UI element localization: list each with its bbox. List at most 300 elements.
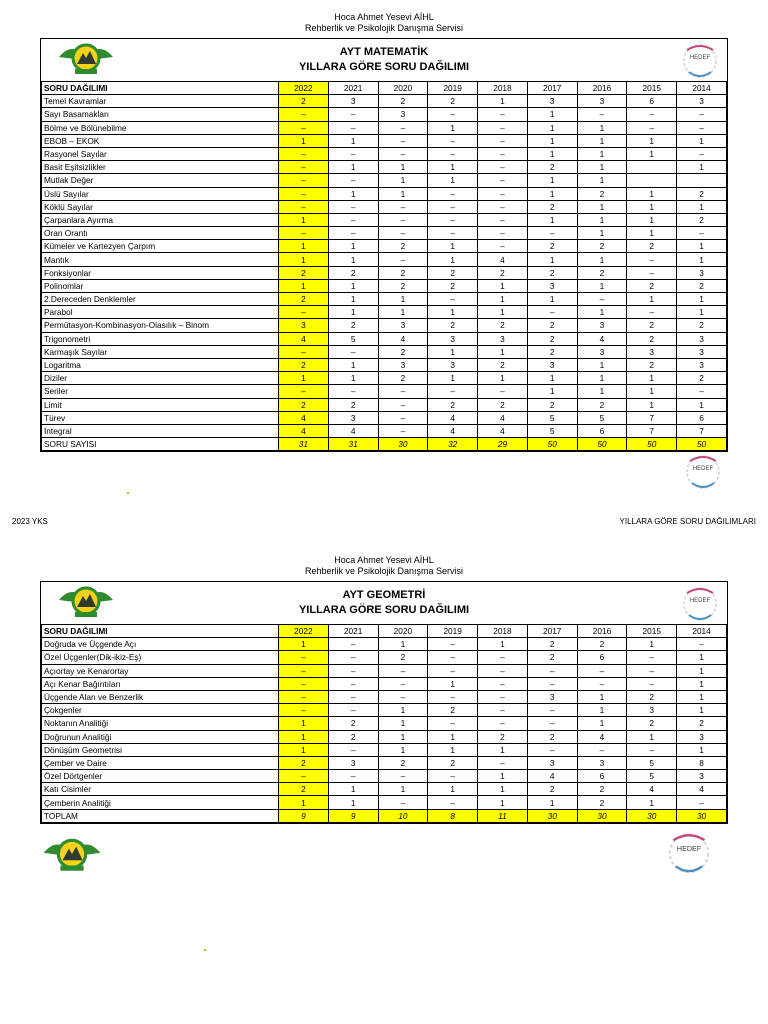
count-cell: 1 bbox=[478, 796, 528, 809]
count-cell: 2 bbox=[478, 730, 528, 743]
count-cell: 5 bbox=[527, 424, 577, 437]
count-cell: 2 bbox=[478, 398, 528, 411]
count-cell: 2 bbox=[279, 293, 329, 306]
count-cell: 2 bbox=[627, 690, 677, 703]
count-cell: – bbox=[577, 664, 627, 677]
count-cell: 1 bbox=[279, 796, 329, 809]
count-cell: 1 bbox=[677, 134, 727, 147]
subject-cell: Mantık bbox=[42, 253, 279, 266]
count-cell: – bbox=[378, 796, 428, 809]
count-cell: 2 bbox=[378, 372, 428, 385]
count-cell: 1 bbox=[478, 306, 528, 319]
count-cell: – bbox=[378, 690, 428, 703]
count-cell: 2 bbox=[378, 266, 428, 279]
count-cell: 1 bbox=[677, 306, 727, 319]
count-cell: 2 bbox=[428, 266, 478, 279]
hedef-logo-icon bbox=[679, 583, 721, 623]
subject-cell: Doğruda ve Üçgende Açı bbox=[42, 638, 279, 651]
table-row bbox=[42, 108, 727, 121]
table-row bbox=[42, 398, 727, 411]
year-header-cell: 2022 bbox=[279, 82, 329, 95]
footer-left: 2023 YKS bbox=[12, 517, 48, 526]
subject-cell: Doğrunun Analitiği bbox=[42, 730, 279, 743]
count-cell: – bbox=[378, 253, 428, 266]
count-cell: – bbox=[428, 213, 478, 226]
math-table bbox=[41, 81, 727, 451]
count-cell: 1 bbox=[428, 174, 478, 187]
subject-cell: Çember ve Daire bbox=[42, 756, 279, 769]
count-cell: – bbox=[279, 187, 329, 200]
table-row bbox=[42, 306, 727, 319]
count-cell: 2 bbox=[279, 266, 329, 279]
count-cell: – bbox=[627, 651, 677, 664]
count-cell: 3 bbox=[527, 279, 577, 292]
count-cell: – bbox=[279, 345, 329, 358]
count-cell: 4 bbox=[478, 411, 528, 424]
count-cell: 1 bbox=[527, 187, 577, 200]
count-cell: 1 bbox=[478, 372, 528, 385]
count-cell: 2 bbox=[677, 319, 727, 332]
math-title-bar bbox=[41, 39, 727, 81]
count-cell: – bbox=[378, 664, 428, 677]
total-count-cell: 10 bbox=[378, 809, 428, 822]
count-cell: – bbox=[627, 266, 677, 279]
count-cell: 1 bbox=[627, 213, 677, 226]
count-cell: 1 bbox=[428, 161, 478, 174]
school-name: Hoca Ahmet Yesevi AİHL bbox=[334, 555, 434, 565]
count-cell: 1 bbox=[627, 372, 677, 385]
count-cell: 2 bbox=[527, 240, 577, 253]
geometry-table-box bbox=[40, 581, 728, 824]
count-cell: 2 bbox=[428, 319, 478, 332]
count-cell: 2 bbox=[527, 266, 577, 279]
count-cell: – bbox=[577, 108, 627, 121]
subject-cell: Açı Kenar Bağıntıları bbox=[42, 677, 279, 690]
count-cell: 1 bbox=[627, 147, 677, 160]
count-cell: – bbox=[279, 174, 329, 187]
hedef-logo-icon bbox=[679, 40, 721, 80]
year-header-cell: 2018 bbox=[478, 82, 528, 95]
count-cell: – bbox=[328, 108, 378, 121]
count-cell: 3 bbox=[328, 95, 378, 108]
count-cell: 1 bbox=[378, 161, 428, 174]
count-cell: 2 bbox=[627, 358, 677, 371]
total-count-cell: 30 bbox=[677, 809, 727, 822]
school-header bbox=[0, 555, 768, 577]
table-row bbox=[42, 638, 727, 651]
count-cell bbox=[627, 161, 677, 174]
total-count-cell: 29 bbox=[478, 438, 528, 451]
count-cell: 2 bbox=[279, 783, 329, 796]
count-cell: – bbox=[328, 638, 378, 651]
count-cell: – bbox=[677, 147, 727, 160]
subject-cell: Permütasyon-Kombinasyon-Olasılık – Binom bbox=[42, 319, 279, 332]
count-cell: 1 bbox=[328, 253, 378, 266]
year-header-cell: 2020 bbox=[378, 82, 428, 95]
count-cell: 1 bbox=[378, 730, 428, 743]
count-cell: 1 bbox=[478, 638, 528, 651]
hedef-logo-icon bbox=[664, 828, 714, 876]
subject-cell: Diziler bbox=[42, 372, 279, 385]
subject-cell: Noktanın Analitiği bbox=[42, 717, 279, 730]
count-cell bbox=[627, 174, 677, 187]
count-cell: – bbox=[478, 690, 528, 703]
count-cell: – bbox=[378, 424, 428, 437]
subject-cell: Çokgenler bbox=[42, 704, 279, 717]
count-cell: 1 bbox=[378, 187, 428, 200]
count-cell: – bbox=[677, 385, 727, 398]
count-cell: 1 bbox=[328, 306, 378, 319]
table-row bbox=[42, 372, 727, 385]
count-cell: – bbox=[478, 240, 528, 253]
year-header-cell: 2021 bbox=[328, 82, 378, 95]
subject-cell: Sayı Basamakları bbox=[42, 108, 279, 121]
count-cell: 3 bbox=[677, 95, 727, 108]
table-row bbox=[42, 664, 727, 677]
count-cell: 1 bbox=[627, 638, 677, 651]
count-cell: – bbox=[478, 717, 528, 730]
count-cell: 1 bbox=[328, 796, 378, 809]
count-cell: – bbox=[627, 664, 677, 677]
count-cell: 2 bbox=[527, 730, 577, 743]
total-count-cell: 8 bbox=[428, 809, 478, 822]
count-cell: – bbox=[428, 187, 478, 200]
count-cell: 2 bbox=[677, 213, 727, 226]
subject-cell: Türev bbox=[42, 411, 279, 424]
count-cell: 5 bbox=[627, 770, 677, 783]
count-cell: 1 bbox=[328, 783, 378, 796]
count-cell: 3 bbox=[627, 345, 677, 358]
hedef-logo-text: HEDEF bbox=[676, 844, 702, 853]
count-cell: 2 bbox=[279, 95, 329, 108]
table-row bbox=[42, 717, 727, 730]
count-cell: – bbox=[527, 704, 577, 717]
count-cell: 1 bbox=[378, 704, 428, 717]
count-cell: 4 bbox=[428, 424, 478, 437]
count-cell: – bbox=[428, 108, 478, 121]
year-header-cell: 2016 bbox=[577, 625, 627, 638]
total-count-cell: 30 bbox=[627, 809, 677, 822]
count-cell: 1 bbox=[279, 253, 329, 266]
table-row bbox=[42, 743, 727, 756]
total-count-cell: 30 bbox=[527, 809, 577, 822]
count-cell: 2 bbox=[328, 730, 378, 743]
count-cell: – bbox=[328, 690, 378, 703]
count-cell: 1 bbox=[527, 174, 577, 187]
count-cell: 2 bbox=[478, 358, 528, 371]
subject-cell: Köklü Sayılar bbox=[42, 200, 279, 213]
count-cell: 1 bbox=[627, 227, 677, 240]
total-label-cell: SORU SAYISI bbox=[42, 438, 279, 451]
count-cell: – bbox=[378, 227, 428, 240]
count-cell: 2 bbox=[378, 651, 428, 664]
count-cell: 1 bbox=[328, 358, 378, 371]
count-cell: 1 bbox=[677, 398, 727, 411]
count-cell: 2 bbox=[527, 345, 577, 358]
count-cell: 3 bbox=[279, 319, 329, 332]
count-cell: – bbox=[677, 108, 727, 121]
table-row bbox=[42, 227, 727, 240]
count-cell: 2 bbox=[428, 279, 478, 292]
count-cell: 2 bbox=[478, 319, 528, 332]
count-cell: 6 bbox=[627, 95, 677, 108]
count-cell: 1 bbox=[627, 385, 677, 398]
count-cell: – bbox=[279, 690, 329, 703]
table-row bbox=[42, 121, 727, 134]
count-cell: 2 bbox=[677, 187, 727, 200]
count-cell: – bbox=[478, 213, 528, 226]
count-cell: 1 bbox=[577, 253, 627, 266]
subject-cell: Çarpanlara Ayırma bbox=[42, 213, 279, 226]
subject-cell: Karmaşık Sayılar bbox=[42, 345, 279, 358]
count-cell: 1 bbox=[627, 134, 677, 147]
geometry-title: AYT GEOMETRİ bbox=[342, 589, 426, 601]
count-cell: 1 bbox=[577, 161, 627, 174]
count-cell: – bbox=[328, 770, 378, 783]
count-cell: 3 bbox=[378, 358, 428, 371]
count-cell: 1 bbox=[577, 121, 627, 134]
count-cell: – bbox=[478, 677, 528, 690]
count-cell: 1 bbox=[627, 293, 677, 306]
subject-cell: Polinomlar bbox=[42, 279, 279, 292]
count-cell: – bbox=[378, 147, 428, 160]
count-cell: 1 bbox=[428, 730, 478, 743]
count-cell: 5 bbox=[627, 756, 677, 769]
count-cell: 1 bbox=[577, 306, 627, 319]
count-cell: 3 bbox=[627, 704, 677, 717]
count-cell bbox=[677, 174, 727, 187]
total-count-cell: 50 bbox=[627, 438, 677, 451]
table-row bbox=[42, 332, 727, 345]
count-cell: – bbox=[428, 227, 478, 240]
count-cell: – bbox=[378, 398, 428, 411]
total-count-cell: 9 bbox=[328, 809, 378, 822]
count-cell: – bbox=[328, 385, 378, 398]
table-row bbox=[42, 279, 727, 292]
subject-cell: Parabol bbox=[42, 306, 279, 319]
count-cell: 1 bbox=[677, 293, 727, 306]
count-cell: – bbox=[378, 134, 428, 147]
count-cell: – bbox=[478, 756, 528, 769]
count-cell: 1 bbox=[328, 134, 378, 147]
count-cell: 2 bbox=[577, 187, 627, 200]
count-cell: 1 bbox=[478, 783, 528, 796]
count-cell: 2 bbox=[428, 95, 478, 108]
geometry-table bbox=[41, 624, 727, 823]
count-cell: 2 bbox=[527, 651, 577, 664]
count-cell: – bbox=[478, 134, 528, 147]
table-row bbox=[42, 704, 727, 717]
count-cell: – bbox=[328, 121, 378, 134]
total-count-cell: 50 bbox=[677, 438, 727, 451]
count-cell: 2 bbox=[577, 240, 627, 253]
total-count-cell: 31 bbox=[328, 438, 378, 451]
count-cell: 3 bbox=[677, 332, 727, 345]
count-cell: 2 bbox=[677, 717, 727, 730]
count-cell: 1 bbox=[279, 638, 329, 651]
count-cell: – bbox=[478, 664, 528, 677]
count-cell: 1 bbox=[677, 664, 727, 677]
count-cell: 1 bbox=[279, 279, 329, 292]
table-row bbox=[42, 345, 727, 358]
count-cell: 6 bbox=[677, 411, 727, 424]
count-cell: 1 bbox=[577, 358, 627, 371]
subject-cell: Kümeler ve Kartezyen Çarpım bbox=[42, 240, 279, 253]
count-cell: 4 bbox=[279, 424, 329, 437]
count-cell: 1 bbox=[577, 200, 627, 213]
geometry-subtitle: YILLARA GÖRE SORU DAĞILIMI bbox=[298, 604, 470, 616]
table-row bbox=[42, 358, 727, 371]
count-cell: – bbox=[279, 677, 329, 690]
count-cell: – bbox=[378, 411, 428, 424]
count-cell: 1 bbox=[527, 108, 577, 121]
count-cell: – bbox=[527, 664, 577, 677]
total-count-cell: 50 bbox=[527, 438, 577, 451]
count-cell: – bbox=[478, 187, 528, 200]
count-cell: 1 bbox=[527, 253, 577, 266]
math-title: AYT MATEMATİK bbox=[339, 46, 429, 58]
count-cell: – bbox=[478, 227, 528, 240]
count-cell: 3 bbox=[428, 358, 478, 371]
header-label-cell: SORU DAĞILIMI bbox=[42, 625, 279, 638]
count-cell: 1 bbox=[378, 717, 428, 730]
count-cell: – bbox=[677, 227, 727, 240]
count-cell: 1 bbox=[677, 704, 727, 717]
count-cell: 4 bbox=[577, 730, 627, 743]
subject-cell: Fonksiyonlar bbox=[42, 266, 279, 279]
count-cell: 1 bbox=[478, 279, 528, 292]
year-header-cell: 2014 bbox=[677, 82, 727, 95]
count-cell: 2 bbox=[428, 704, 478, 717]
count-cell: 4 bbox=[428, 411, 478, 424]
count-cell: – bbox=[328, 651, 378, 664]
table-row bbox=[42, 783, 727, 796]
count-cell: 4 bbox=[577, 332, 627, 345]
count-cell: – bbox=[279, 704, 329, 717]
count-cell: 3 bbox=[677, 770, 727, 783]
count-cell: 1 bbox=[527, 147, 577, 160]
count-cell: – bbox=[478, 108, 528, 121]
count-cell: 2 bbox=[627, 332, 677, 345]
total-label-cell: TOPLAM bbox=[42, 809, 279, 822]
subject-cell: Dönüşüm Geometrisi bbox=[42, 743, 279, 756]
service-name: Rehberlik ve Psikolojik Danışma Servisi bbox=[304, 23, 464, 33]
count-cell: 2 bbox=[627, 279, 677, 292]
count-cell: 3 bbox=[677, 345, 727, 358]
count-cell: 1 bbox=[577, 690, 627, 703]
count-cell: – bbox=[378, 385, 428, 398]
count-cell: 1 bbox=[478, 770, 528, 783]
subject-cell: Bölme ve Bölünebilme bbox=[42, 121, 279, 134]
count-cell: – bbox=[478, 121, 528, 134]
count-cell: 1 bbox=[577, 147, 627, 160]
count-cell: 2 bbox=[428, 756, 478, 769]
subject-cell: Logaritma bbox=[42, 358, 279, 371]
count-cell: 3 bbox=[527, 690, 577, 703]
table-row bbox=[42, 253, 727, 266]
count-cell: – bbox=[279, 161, 329, 174]
subject-cell: Oran Orantı bbox=[42, 227, 279, 240]
hedef-logo-icon bbox=[682, 451, 724, 491]
count-cell: 2 bbox=[478, 266, 528, 279]
count-cell: 1 bbox=[577, 174, 627, 187]
count-cell: – bbox=[378, 213, 428, 226]
table-row bbox=[42, 266, 727, 279]
count-cell: 4 bbox=[478, 424, 528, 437]
table-row bbox=[42, 161, 727, 174]
count-cell: 2 bbox=[328, 266, 378, 279]
count-cell: 2 bbox=[527, 638, 577, 651]
table-header-row bbox=[42, 625, 727, 638]
count-cell: 1 bbox=[627, 796, 677, 809]
count-cell: – bbox=[627, 108, 677, 121]
count-cell: 1 bbox=[527, 121, 577, 134]
count-cell: 2 bbox=[428, 398, 478, 411]
count-cell: – bbox=[577, 743, 627, 756]
count-cell: 1 bbox=[428, 743, 478, 756]
total-count-cell: 11 bbox=[478, 809, 528, 822]
table-row bbox=[42, 385, 727, 398]
count-cell: 1 bbox=[279, 134, 329, 147]
count-cell: 1 bbox=[677, 161, 727, 174]
count-cell: 1 bbox=[627, 187, 677, 200]
count-cell: – bbox=[279, 108, 329, 121]
subject-cell: Rasyonel Sayılar bbox=[42, 147, 279, 160]
count-cell: 3 bbox=[577, 319, 627, 332]
count-cell: 2 bbox=[378, 345, 428, 358]
subject-cell: Trigonometri bbox=[42, 332, 279, 345]
count-cell: 1 bbox=[328, 187, 378, 200]
count-cell: 3 bbox=[577, 345, 627, 358]
geometry-title-bar bbox=[41, 582, 727, 624]
count-cell: 4 bbox=[378, 332, 428, 345]
count-cell: 2 bbox=[577, 266, 627, 279]
count-cell: 2 bbox=[627, 717, 677, 730]
count-cell: 1 bbox=[378, 783, 428, 796]
count-cell: 7 bbox=[677, 424, 727, 437]
count-cell: 1 bbox=[577, 279, 627, 292]
subject-cell: Limit bbox=[42, 398, 279, 411]
count-cell: – bbox=[428, 717, 478, 730]
count-cell: – bbox=[279, 770, 329, 783]
count-cell: – bbox=[279, 651, 329, 664]
count-cell: 1 bbox=[279, 717, 329, 730]
count-cell: – bbox=[328, 213, 378, 226]
count-cell: 1 bbox=[527, 134, 577, 147]
subject-cell: Üçgende Alan ve Benzerlik bbox=[42, 690, 279, 703]
count-cell: 1 bbox=[527, 385, 577, 398]
year-header-cell: 2016 bbox=[577, 82, 627, 95]
table-row bbox=[42, 677, 727, 690]
count-cell: 1 bbox=[279, 372, 329, 385]
count-cell: 1 bbox=[577, 227, 627, 240]
count-cell: 1 bbox=[378, 293, 428, 306]
count-cell: 1 bbox=[428, 783, 478, 796]
count-cell: 3 bbox=[577, 756, 627, 769]
count-cell: – bbox=[627, 253, 677, 266]
count-cell: 1 bbox=[577, 385, 627, 398]
count-cell: – bbox=[577, 677, 627, 690]
hedef-logo-text: HEDEF bbox=[689, 598, 711, 604]
hedef-logo-text: HEDEF bbox=[692, 466, 714, 472]
count-cell: 3 bbox=[677, 266, 727, 279]
count-cell: – bbox=[627, 677, 677, 690]
subject-cell: Temel Kavramlar bbox=[42, 95, 279, 108]
count-cell: 2 bbox=[577, 398, 627, 411]
count-cell: 1 bbox=[328, 161, 378, 174]
school-name: Hoca Ahmet Yesevi AİHL bbox=[334, 12, 434, 22]
count-cell: – bbox=[627, 306, 677, 319]
